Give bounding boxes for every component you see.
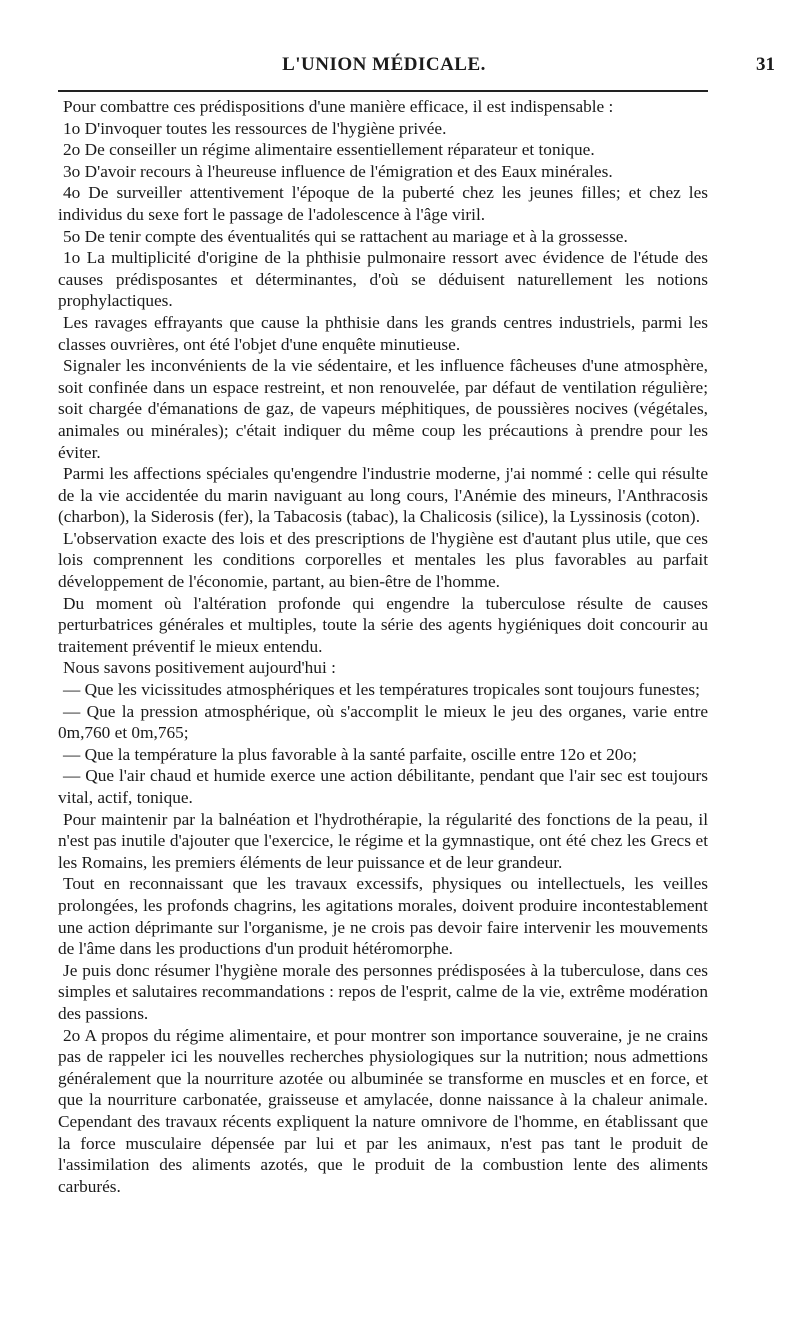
page-number: 31	[756, 54, 775, 75]
dash-item: — Que la température la plus favorable à la santé parfaite, oscille entre 12o et 20o;	[63, 744, 637, 764]
paragraph: Tout en reconnaissant que les travaux excessifs, physiques ou intellectuels, les veilles prolongées, les profonds chagrins, les agitations morales, doivent produire incontestablement une action déprimante sur l'organisme, je ne crois pas devoir faire intervenir les mouvements de l'âme dans les productions d'un produit hétéromorphe.	[58, 874, 708, 959]
paragraph-intro: Pour combattre ces prédispositions d'une manière efficace, il est indispensable :	[63, 97, 614, 116]
list-item: 1o D'invoquer toutes les ressources de l'hygiène privée.	[63, 118, 447, 138]
paragraph: L'observation exacte des lois et des prescriptions de l'hygiène est d'autant plus utile, que ces lois comprennent les conditions corporelles et mentales les plus favorables au parfait développement de l'économie, partant, au bien-être de l'homme.	[58, 528, 708, 592]
paragraph: 2o A propos du régime alimentaire, et pour montrer son importance souveraine, je ne crains pas de rappeler ici les nouvelles recherches physiologiques sur la nutrition; nous admettions généralement que la nourriture azotée ou albuminée se transforme en muscles et en force, et que la nourriture carbonatée, graisseuse et amylacée, donne naissance à la chaleur animale. Cependant des travaux récents expliquent la nature omnivore de l'homme, en établissant que la force musculaire dépensée par lui et par les animaux, n'est pas tant le produit de l'assimilation des aliments azotés, que le produit de la combustion lente des aliments carburés.	[58, 1025, 708, 1196]
list-item: 3o D'avoir recours à l'heureuse influence de l'émigration et des Eaux minérales.	[63, 161, 613, 181]
running-header	[58, 48, 775, 84]
paragraph: Parmi les affections spéciales qu'engendre l'industrie moderne, j'ai nommé : celle qui résulte de la vie accidentée du marin naviguant au long cours, l'Anémie des mineurs, l'Anthracosis (charbon), la Siderosis (fer), la Tabacosis (tabac), la Chalicosis (silice), la Lyssinosis (coton).	[58, 464, 708, 527]
dash-item: — Que les vicissitudes atmosphériques et les températures tropicales sont toujours funestes;	[63, 680, 700, 700]
dash-item: — Que l'air chaud et humide exerce une action débilitante, pendant que l'air sec est toujours vital, actif, tonique.	[58, 766, 708, 807]
list-item: 4o De surveiller attentivement l'époque de la puberté chez les jeunes filles; et chez les individus du sexe fort le passage de l'adolescence à l'âge viril.	[58, 183, 708, 224]
paragraph: Je puis donc résumer l'hygiène morale des personnes prédisposées à la tuberculose, dans ces simples et salutaires recommandations : repos de l'esprit, calme de la vie, extrême modération des passions.	[58, 960, 708, 1023]
paragraph: Pour maintenir par la balnéation et l'hydrothérapie, la régularité des fonctions de la peau, il n'est pas inutile d'ajouter que l'exercice, le régime et la gymnastique, ont été chez les Grecs et les Romains, les premiers éléments de leur puissance et de leur grandeur.	[58, 809, 708, 872]
paragraph: Les ravages effrayants que cause la phthisie dans les grands centres industriels, parmi les classes ouvrières, ont été l'objet d'une enquête minutieuse.	[58, 312, 708, 354]
body-text	[58, 96, 708, 1197]
list-item: 5o De tenir compte des éventualités qui se rattachent au mariage et à la grossesse.	[63, 226, 628, 246]
paragraph: Nous savons positivement aujourd'hui :	[63, 658, 336, 678]
paragraph: 1o La multiplicité d'origine de la phthisie pulmonaire ressort avec évidence de l'étude des causes prédisposantes et déterminantes, d'où se déduisent naturellement les notions prophylactiques.	[58, 248, 708, 311]
header-rule	[58, 90, 708, 92]
paragraph: Signaler les inconvénients de la vie sédentaire, et les influence fâcheuses d'une atmosphère, soit confinée dans un espace restreint, et non renouvelée, par défaut de ventilation régulière; soit chargée d'émanations de gaz, de vapeurs méphitiques, de poussières nocives (végétales, animales ou minérales); c'était indiquer du même coup les précautions à prendre pour les éviter.	[58, 356, 708, 462]
list-item: 2o De conseiller un régime alimentaire essentiellement réparateur et tonique.	[63, 140, 595, 160]
paragraph: Du moment où l'altération profonde qui engendre la tuberculose résulte de causes perturbatrices générales et multiples, toute la série des agents hygiéniques doit concourir au traitement préventif le mieux entendu.	[58, 593, 708, 656]
dash-item: — Que la pression atmosphérique, où s'accomplit le mieux le jeu des organes, varie entre 0m,760 et 0m,765;	[58, 701, 708, 743]
journal-title: L'UNION MÉDICALE.	[282, 54, 486, 75]
